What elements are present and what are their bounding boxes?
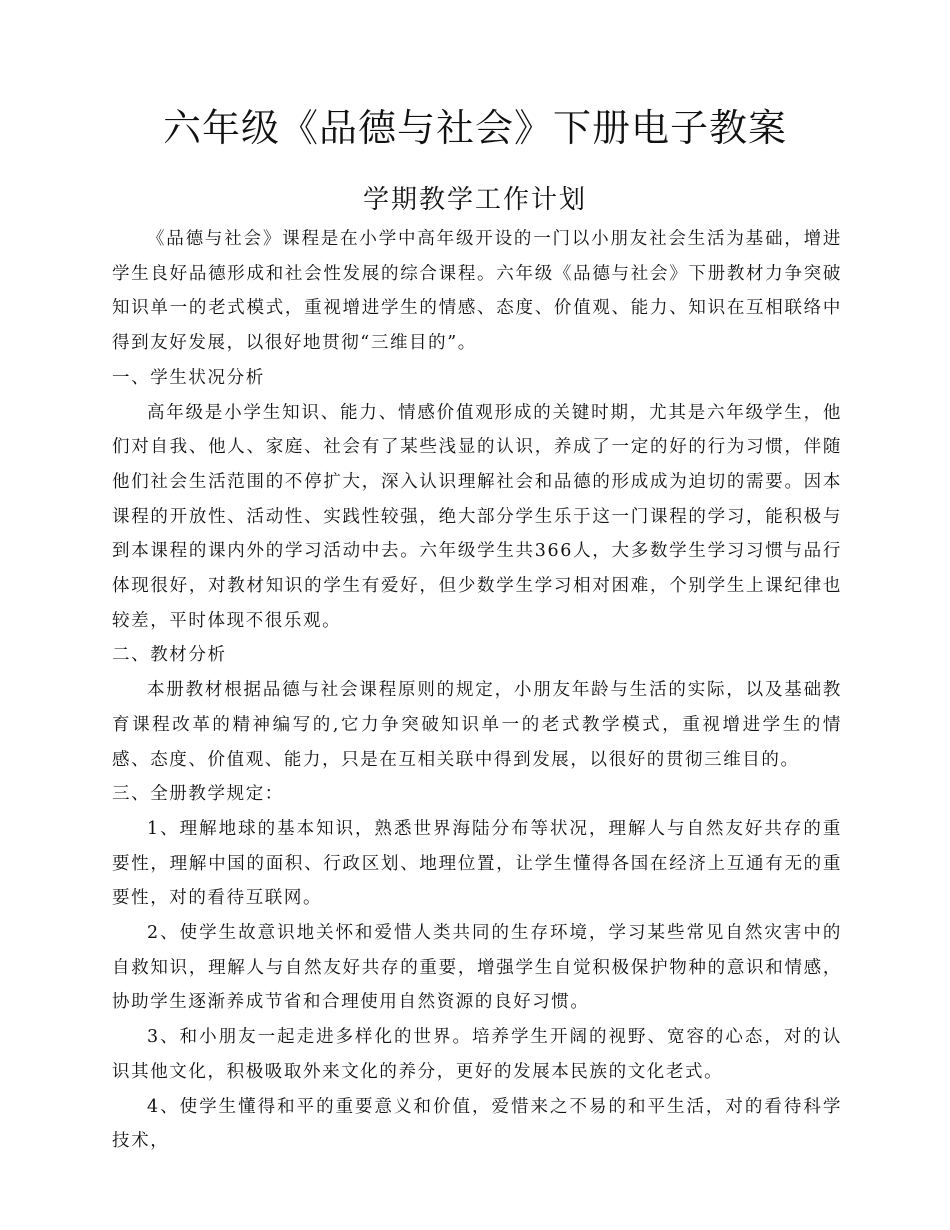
- requirement-item-4: 4、使学生懂得和平的重要意义和价值，爱惜来之不易的和平生活，对的看待科学技术，: [112, 1096, 842, 1152]
- requirement-item-3: 3、和小朋友一起走进多样化的世界。培养学生开阔的视野、宽容的心态，对的认识其他文化，积极吸取外来文化的养分，更好的发展本民族的文化老式。: [112, 1027, 842, 1082]
- requirement-item-1: 1、理解地球的基本知识，熟悉世界海陆分布等状况，理解人与自然友好共存的重要性，理解中国的面积、行政区划、地理位置，让学生懂得各国在经济上互通有无的重要性，对的看待互联网。: [112, 818, 842, 909]
- intro-paragraph: 《品德与社会》课程是在小学中高年级开设的一门以小朋友社会生活为基础，增进学生良好品德形成和社会性发展的综合课程。六年级《品德与社会》下册教材力争突破知识单一的老式模式，重视增进学生的情感、态度、价值观、能力、知识在互相联络中得到友好发展，以很好地贯彻“三维目的”。: [112, 229, 842, 354]
- student-analysis-paragraph: 高年级是小学生知识、能力、情感价值观形成的关键时期，尤其是六年级学生，他们对自我、他人、家庭、社会有了某些浅显的认识，养成了一定的好的行为习惯，伴随他们社会生活范围的不停扩大，深入认识理解社会和品德的形成成为迫切的需要。因本课程的开放性、活动性、实践性较强，绝大部分学生乐于这一门课程的学习，能积极与到本课程的课内外的学习活动中去。六年级学生共366人，大多数学生学习习惯与品行体现很好，对教材知识的学生有爱好，但少数学生学习相对困难，个别学生上课纪律也较差，平时体现不很乐观。: [112, 402, 842, 631]
- textbook-analysis-paragraph: 本册教材根据品德与社会课程原则的规定，小朋友年龄与生活的实际，以及基础教育课程改革的精神编写的,它力争突破知识单一的老式教学模式，重视增进学生的情感、态度、价值观、能力，只是在互相关联中得到发展，以很好的贯彻三维目的。: [112, 680, 842, 770]
- section-heading-teaching-requirements: 三、全册教学规定：: [112, 784, 284, 805]
- section-heading-student-analysis: 一、学生状况分析: [112, 367, 265, 388]
- document-body: [112, 222, 842, 1159]
- document-title: 六年级《品德与社会》下册电子教案: [162, 106, 787, 150]
- requirement-item-2: 2、使学生故意识地关怀和爱惜人类共同的生存环境，学习某些常见自然灾害中的自救知识，理解人与自然友好共存的重要，增强学生自觉积极保护物种的意识和情感，协助学生逐渐养成节省和合理使用自然资源的良好习惯。: [112, 923, 842, 1013]
- section-heading-textbook-analysis: 二、教材分析: [112, 645, 227, 666]
- section-subtitle: 学期教学工作计划: [362, 185, 587, 215]
